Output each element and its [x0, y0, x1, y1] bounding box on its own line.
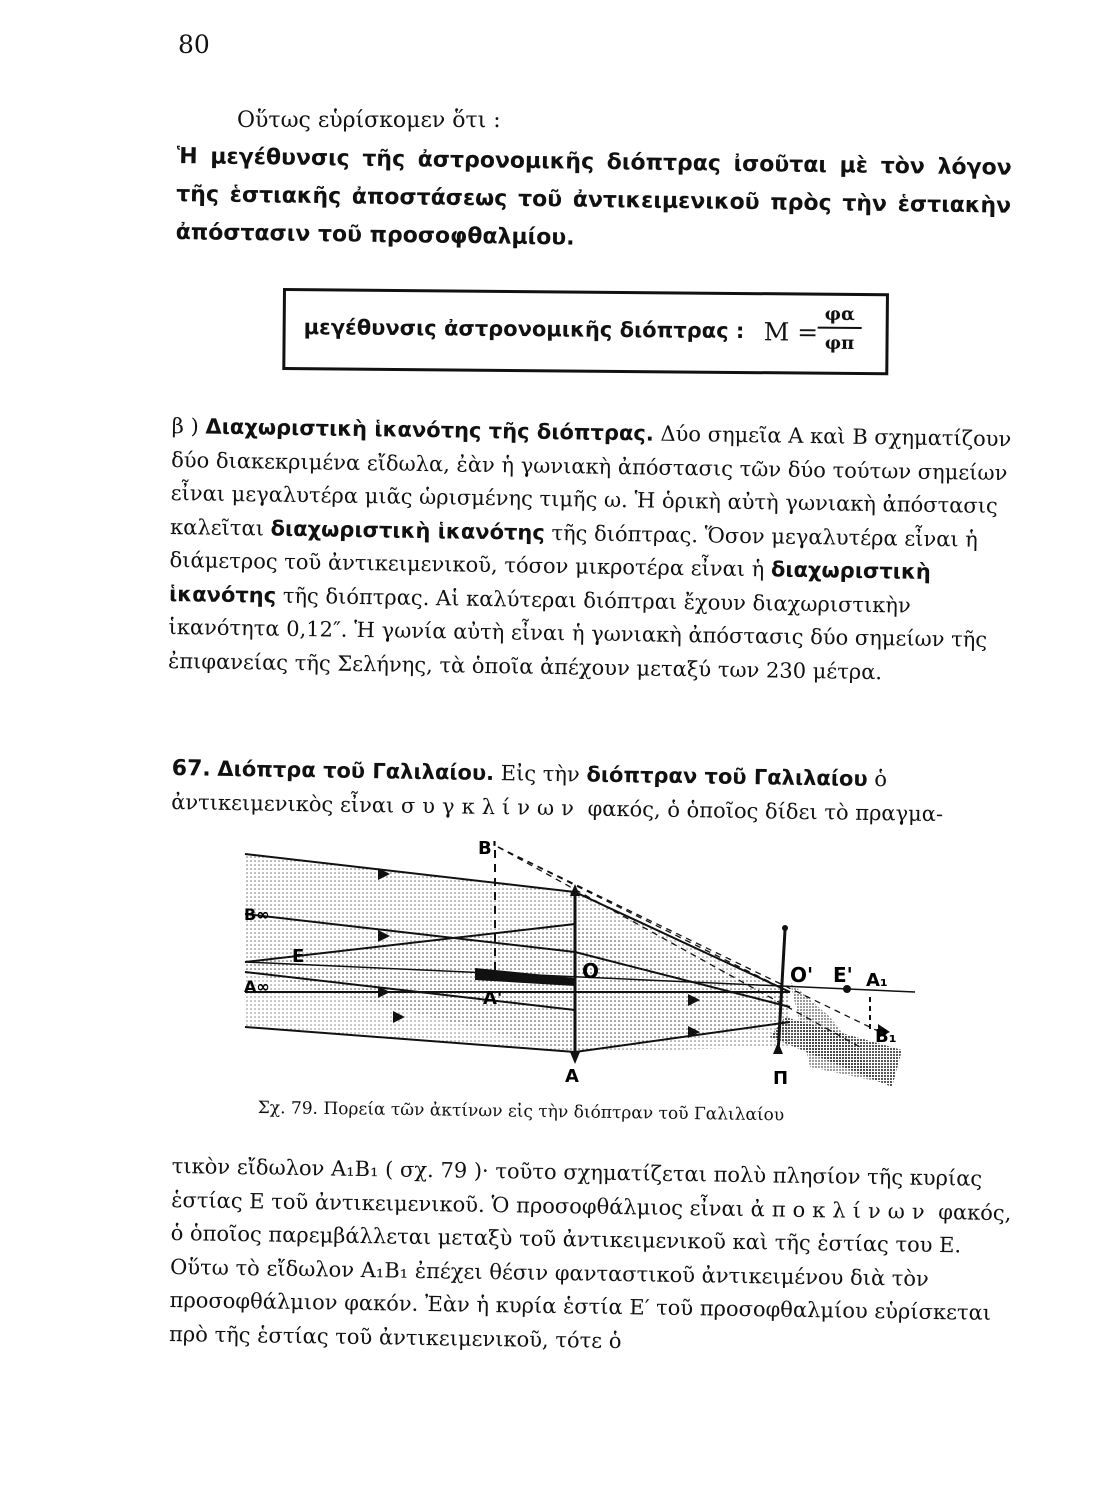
closing-text-1: τικὸν εἴδωλον A₁B₁ ( σχ. 79 )· τοῦτο σχηματίζεται πολὺ πλησίον τῆς κυρίας ἑστίας E τοῦ ἀντικειμενικοῦ. Ὁ προσοφθάλμιος εἶναι: [171, 1153, 983, 1221]
section-beta-text-1: Δύο σημεῖα A καὶ B σχηματίζουν δύο διακεκριμένα εἴδωλα, ἐὰν ἡ γωνιακὴ ἀπόστασις τῶν δύο τούτων σημείων εἶναι μεγαλυτέρα μιᾶς ὡρισμένης τιμῆς ω. Ἡ ὁρικὴ αὐτὴ γωνιακὴ ἀπόστασις καλεῖται: [169, 421, 1012, 541]
label-b1: B₁: [875, 1026, 897, 1047]
formula-box: [282, 288, 889, 375]
section-beta-term-2: διαχωριστικὴ ἱκανότης: [168, 557, 931, 608]
section-beta: [168, 410, 1017, 691]
section-67-text-1: Εἰς τὴν: [493, 761, 587, 787]
section-67-spaced: συγκλίνων: [400, 793, 582, 820]
section-67: [171, 752, 1017, 832]
section-67-text-2: ὁ ἀντικειμενικὸς εἶναι: [171, 766, 888, 818]
formula-lhs: M =: [763, 317, 819, 347]
intro-line: Οὕτως εὑρίσκομεν ὅτι :: [237, 108, 501, 133]
label-o-prime: O': [790, 963, 814, 987]
page-number: 80: [178, 30, 210, 59]
formula-numerator: φα: [818, 304, 862, 329]
theorem-statement: [175, 138, 1012, 264]
section-67-heading: Διόπτρα τοῦ Γαλιλαίου.: [217, 756, 495, 786]
label-e-prime: E': [833, 963, 853, 987]
section-beta-text-3: τῆς διόπτρας. Αἱ καλύτεραι διόπτραι ἔχουν διαχωριστικὴν ἱκανότητα 0,12″. Ἡ γωνία αὐτὴ εἶναι ἡ γωνιακὴ ἀπόστασις δύο σημείων τῆς ἐπιφανείας τῆς Σελήνης, τὰ ὁποῖα ἀπέχουν μεταξύ των 230 μέτρα.: [167, 583, 988, 684]
ray-diagram: [230, 832, 930, 1100]
theorem-text: Ἡ μεγέθυνσις τῆς ἀστρονομικῆς διόπτρας ἰσοῦται μὲ τὸν λόγον τῆς ἑστιακῆς ἀποστάσεως τοῦ ἀντικειμενικοῦ πρὸς τὴν ἑστιακὴν ἀπόστασιν τοῦ προσοφθαλμίου.: [175, 143, 1012, 251]
label-e: E: [292, 946, 305, 967]
label-p-lens: Π: [773, 1068, 789, 1089]
formula-denominator: φπ: [824, 332, 855, 354]
label-a-prime: A': [483, 988, 503, 1009]
label-a1: A₁: [866, 970, 888, 991]
label-b-infinity: B∞: [244, 905, 270, 924]
closing-spaced: ἀποκλίνων: [750, 1196, 932, 1224]
label-a-infinity: A∞: [244, 977, 270, 996]
section-beta-text-2: τῆς διόπτρας. Ὅσον μεγαλυτέρα εἶναι ἡ διάμετρος τοῦ ἀντικειμενικοῦ, τόσον μικροτέρα εἶναι ἡ: [169, 520, 979, 582]
closing-paragraph: [169, 1150, 1017, 1364]
objective-lens-bottom: [570, 1052, 580, 1064]
section-67-term: διόπτραν τοῦ Γαλιλαίου: [586, 762, 868, 791]
exit-beam-2: [790, 982, 880, 1082]
galilean-telescope-figure: [230, 832, 930, 1100]
closing-text-2: φακός, ὁ ὁποῖος παρεμβάλλεται μεταξὺ τοῦ ἀντικειμενικοῦ καὶ τῆς ἑστίας του E. Οὕτω τὸ εἴδωλον A₁B₁ ἐπέχει θέσιν φανταστικοῦ ἀντικειμένου διὰ τὸν προσοφθάλμιον φακόν. Ἐὰν ἡ κυρία ἑστία E′ τοῦ προσοφθαλμίου εὑρίσκεται πρὸ τῆς ἑστίας τοῦ ἀντικειμενικοῦ, τότε ὁ: [168, 1199, 1012, 1353]
section-beta-heading: Διαχωριστικὴ ἱκανότης τῆς διόπτρας.: [205, 414, 655, 446]
label-o: O: [582, 959, 600, 983]
label-b-prime: B': [478, 838, 498, 859]
label-a-lens: A: [565, 1066, 579, 1087]
figure-caption: Σχ. 79. Πορεία τῶν ἀκτίνων εἰς τὴν διόπτραν τοῦ Γαλιλαίου: [257, 1098, 785, 1126]
section-beta-term-1: διαχωριστικὴ ἱκανότης: [270, 516, 545, 545]
section-67-text-3: φακός, ὁ ὁποῖος δίδει τὸ πραγμα-: [580, 795, 944, 826]
section-67-number: 67.: [171, 755, 211, 782]
formula-fraction: [817, 304, 861, 354]
section-beta-marker: β ): [171, 413, 199, 439]
eyepiece-lens-top: [782, 925, 788, 931]
formula-label: μεγέθυνσις ἀστρονομικῆς διόπτρας :: [303, 315, 745, 344]
